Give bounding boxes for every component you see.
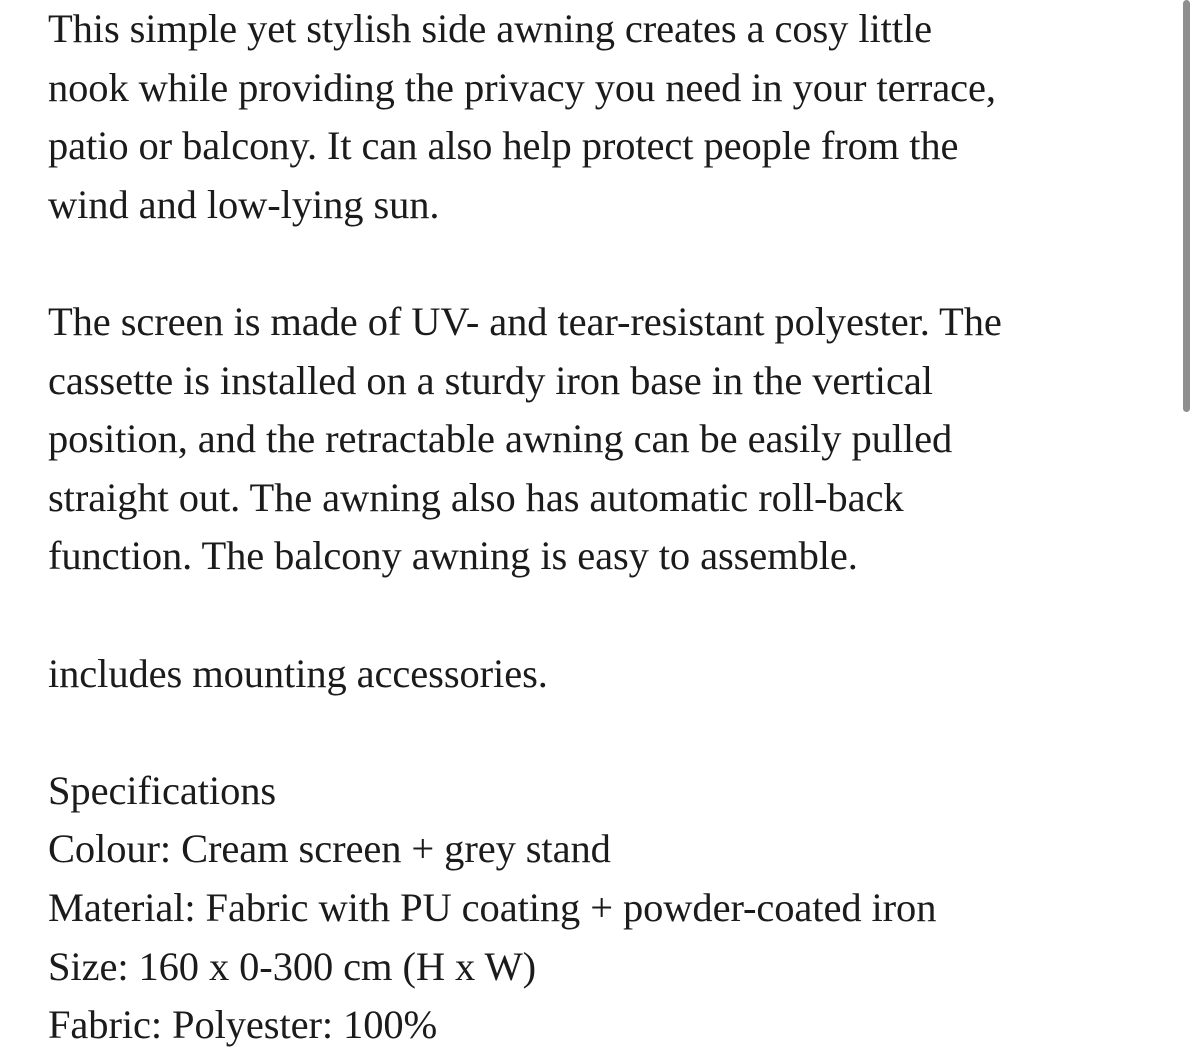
specifications-section <box>48 762 1163 1055</box>
vertical-scrollbar[interactable] <box>1178 0 1200 1049</box>
scrollbar-thumb[interactable] <box>1183 0 1190 412</box>
spec-size: Size: 160 x 0-300 cm (H x W) <box>48 943 536 989</box>
text-line: position, and the retractable awning can be easily pulled <box>48 416 953 462</box>
product-description <box>48 0 1163 1055</box>
text-line: patio or balcony. It can also help protect people from the <box>48 123 959 169</box>
text-line: function. The balcony awning is easy to assemble. <box>48 533 858 579</box>
description-paragraph-accessories <box>48 645 1163 704</box>
description-paragraph-intro <box>48 0 1163 234</box>
spec-material: Material: Fabric with PU coating + powder-coated iron <box>48 884 937 930</box>
text-line: This simple yet stylish side awning creates a cosy little <box>48 6 932 51</box>
spec-colour: Colour: Cream screen + grey stand <box>48 826 611 872</box>
description-paragraph-material <box>48 293 1163 586</box>
text-line: The screen is made of UV- and tear-resistant polyester. The <box>48 298 1002 344</box>
text-line: straight out. The awning also has automatic roll-back <box>48 474 904 520</box>
text-line: includes mounting accessories. <box>48 650 548 696</box>
text-line: cassette is installed on a sturdy iron base in the vertical <box>48 357 933 403</box>
specifications-heading: Specifications <box>48 767 277 813</box>
text-line: nook while providing the privacy you need in your terrace, <box>48 64 996 110</box>
text-line: wind and low-lying sun. <box>48 181 440 227</box>
spec-fabric: Fabric: Polyester: 100% <box>48 1002 438 1048</box>
